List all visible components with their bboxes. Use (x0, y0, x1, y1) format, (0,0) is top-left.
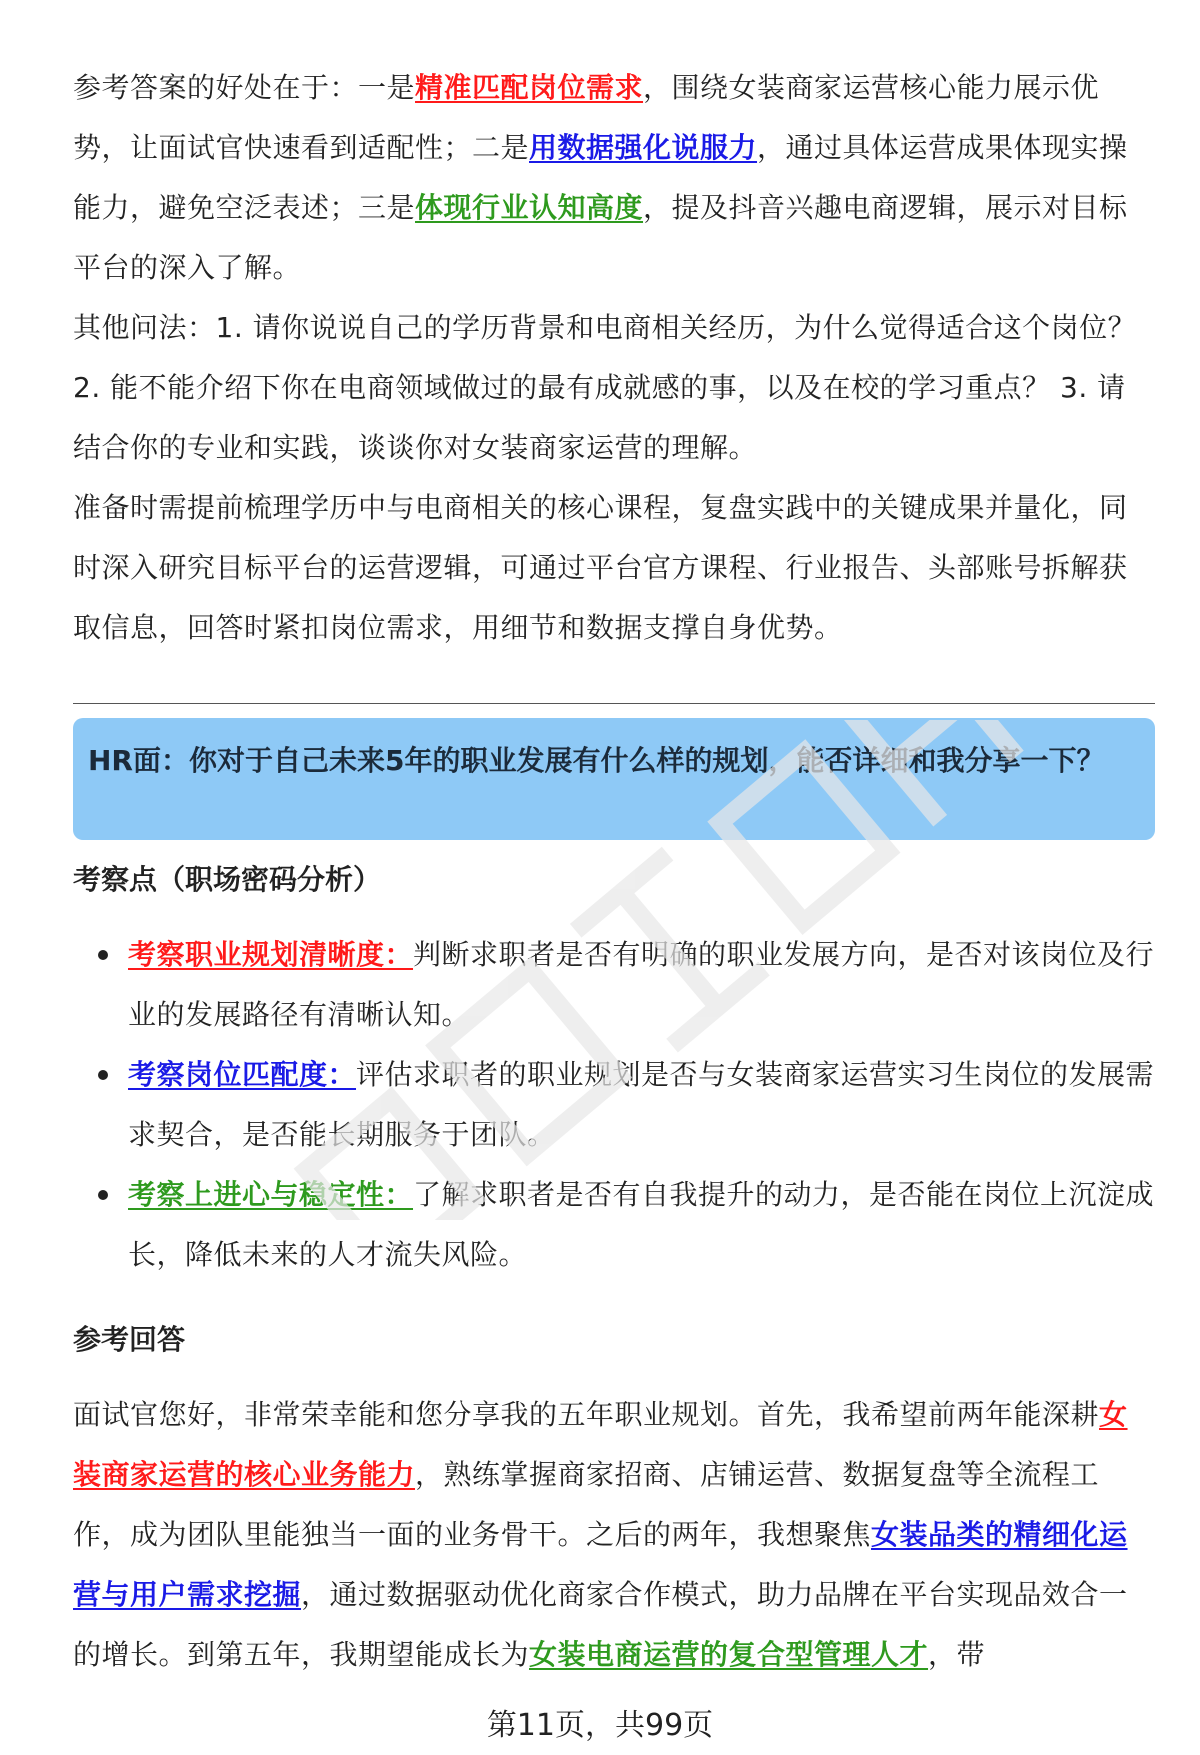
exam-points-heading: 考察点（职场密码分析） (73, 863, 382, 896)
preparation-tips-paragraph: 准备时需提前梳理学历中与电商相关的核心课程，复盘实践中的关键成果并量化，同时深入研究目标平台的运营逻辑，可通过平台官方课程、行业报告、头部账号拆解获取信息，回答时紧扣岗位需求，用细节和数据支撑自身优势。 (73, 491, 1128, 644)
highlight-data-persuasion: 用数据强化说服力 (529, 131, 758, 164)
benefits-text-2: ，围绕女装商家运营核心能力展示优势，让面试官快速看到适配性；二是 (73, 71, 1100, 164)
list-item (73, 925, 1155, 1045)
alternative-questions-paragraph: 其他问法：1. 请你说说自己的学历背景和电商相关经历，为什么觉得适合这个岗位？ 2. 能不能介绍下你在电商领域做过的最有成就感的事，以及在校的学习重点？ 3. 请结合你的专业和实践，谈谈你对女装商家运营的理解。 (73, 311, 1137, 464)
bullet-text: 了解求职者是否有自我提升的动力，是否能在岗位上沉淀成长，降低未来的人才流失风险。 (128, 1178, 1155, 1271)
question-box (73, 718, 1155, 840)
question-text: HR面：你对于自己未来5年的职业发展有什么样的规划，能否详细和我分享一下？ (88, 744, 1105, 777)
bullet-dot-icon (98, 950, 108, 960)
benefits-text-3: ，通过具体运营成果体现实操能力，避免空泛表述；三是 (73, 131, 1128, 224)
highlight-management-talent: 女装电商运营的复合型管理人才 (529, 1638, 929, 1671)
bullet-dot-icon (98, 1070, 108, 1080)
bullet-dot-icon (98, 1190, 108, 1200)
bullet-label: 考察上进心与稳定性： (128, 1178, 414, 1211)
reference-answer-heading: 参考回答 (73, 1323, 186, 1356)
answer-text-2: ，熟练掌握商家招商、店铺运营、数据复盘等全流程工作，成为团队里能独当一面的业务骨干。之后的两年，我想聚焦 (73, 1458, 1100, 1551)
list-item (73, 1045, 1155, 1165)
bullet-label: 考察岗位匹配度： (128, 1058, 357, 1091)
benefits-paragraph (73, 58, 1153, 298)
bullet-text: 评估求职者的职业规划是否与女装商家运营实习生岗位的发展需求契合，是否能长期服务于团队。 (128, 1058, 1155, 1151)
section-divider (73, 703, 1155, 704)
page-number-footer: 第11页，共99页 (486, 1708, 714, 1743)
list-item (73, 1165, 1155, 1285)
highlight-industry-insight: 体现行业认知高度 (415, 191, 644, 224)
benefits-text-1: 参考答案的好处在于：一是 (73, 71, 416, 104)
answer-text-3: ，通过数据驱动优化商家合作模式，助力品牌在平台实现品效合一的增长。到第五年，我期望能成长为 (73, 1578, 1128, 1671)
answer-text-4: ，带 (928, 1638, 986, 1671)
bullet-label: 考察职业规划清晰度： (128, 938, 414, 971)
benefits-text-4: ，提及抖音兴趣电商逻辑，展示对目标平台的深入了解。 (73, 191, 1128, 284)
bullet-text: 判断求职者是否有明确的职业发展方向，是否对该岗位及行业的发展路径有清晰认知。 (128, 938, 1155, 1031)
highlight-refined-operation: 女装品类的精细化运营与用户需求挖掘 (73, 1518, 1128, 1611)
reference-answer-paragraph (73, 1385, 1153, 1685)
exam-points-list (73, 925, 1155, 1285)
highlight-core-ability: 女装商家运营的核心业务能力 (73, 1398, 1128, 1491)
answer-text-1: 面试官您好，非常荣幸能和您分享我的五年职业规划。首先，我希望前两年能深耕 (73, 1398, 1100, 1431)
highlight-match-requirements: 精准匹配岗位需求 (415, 71, 644, 104)
